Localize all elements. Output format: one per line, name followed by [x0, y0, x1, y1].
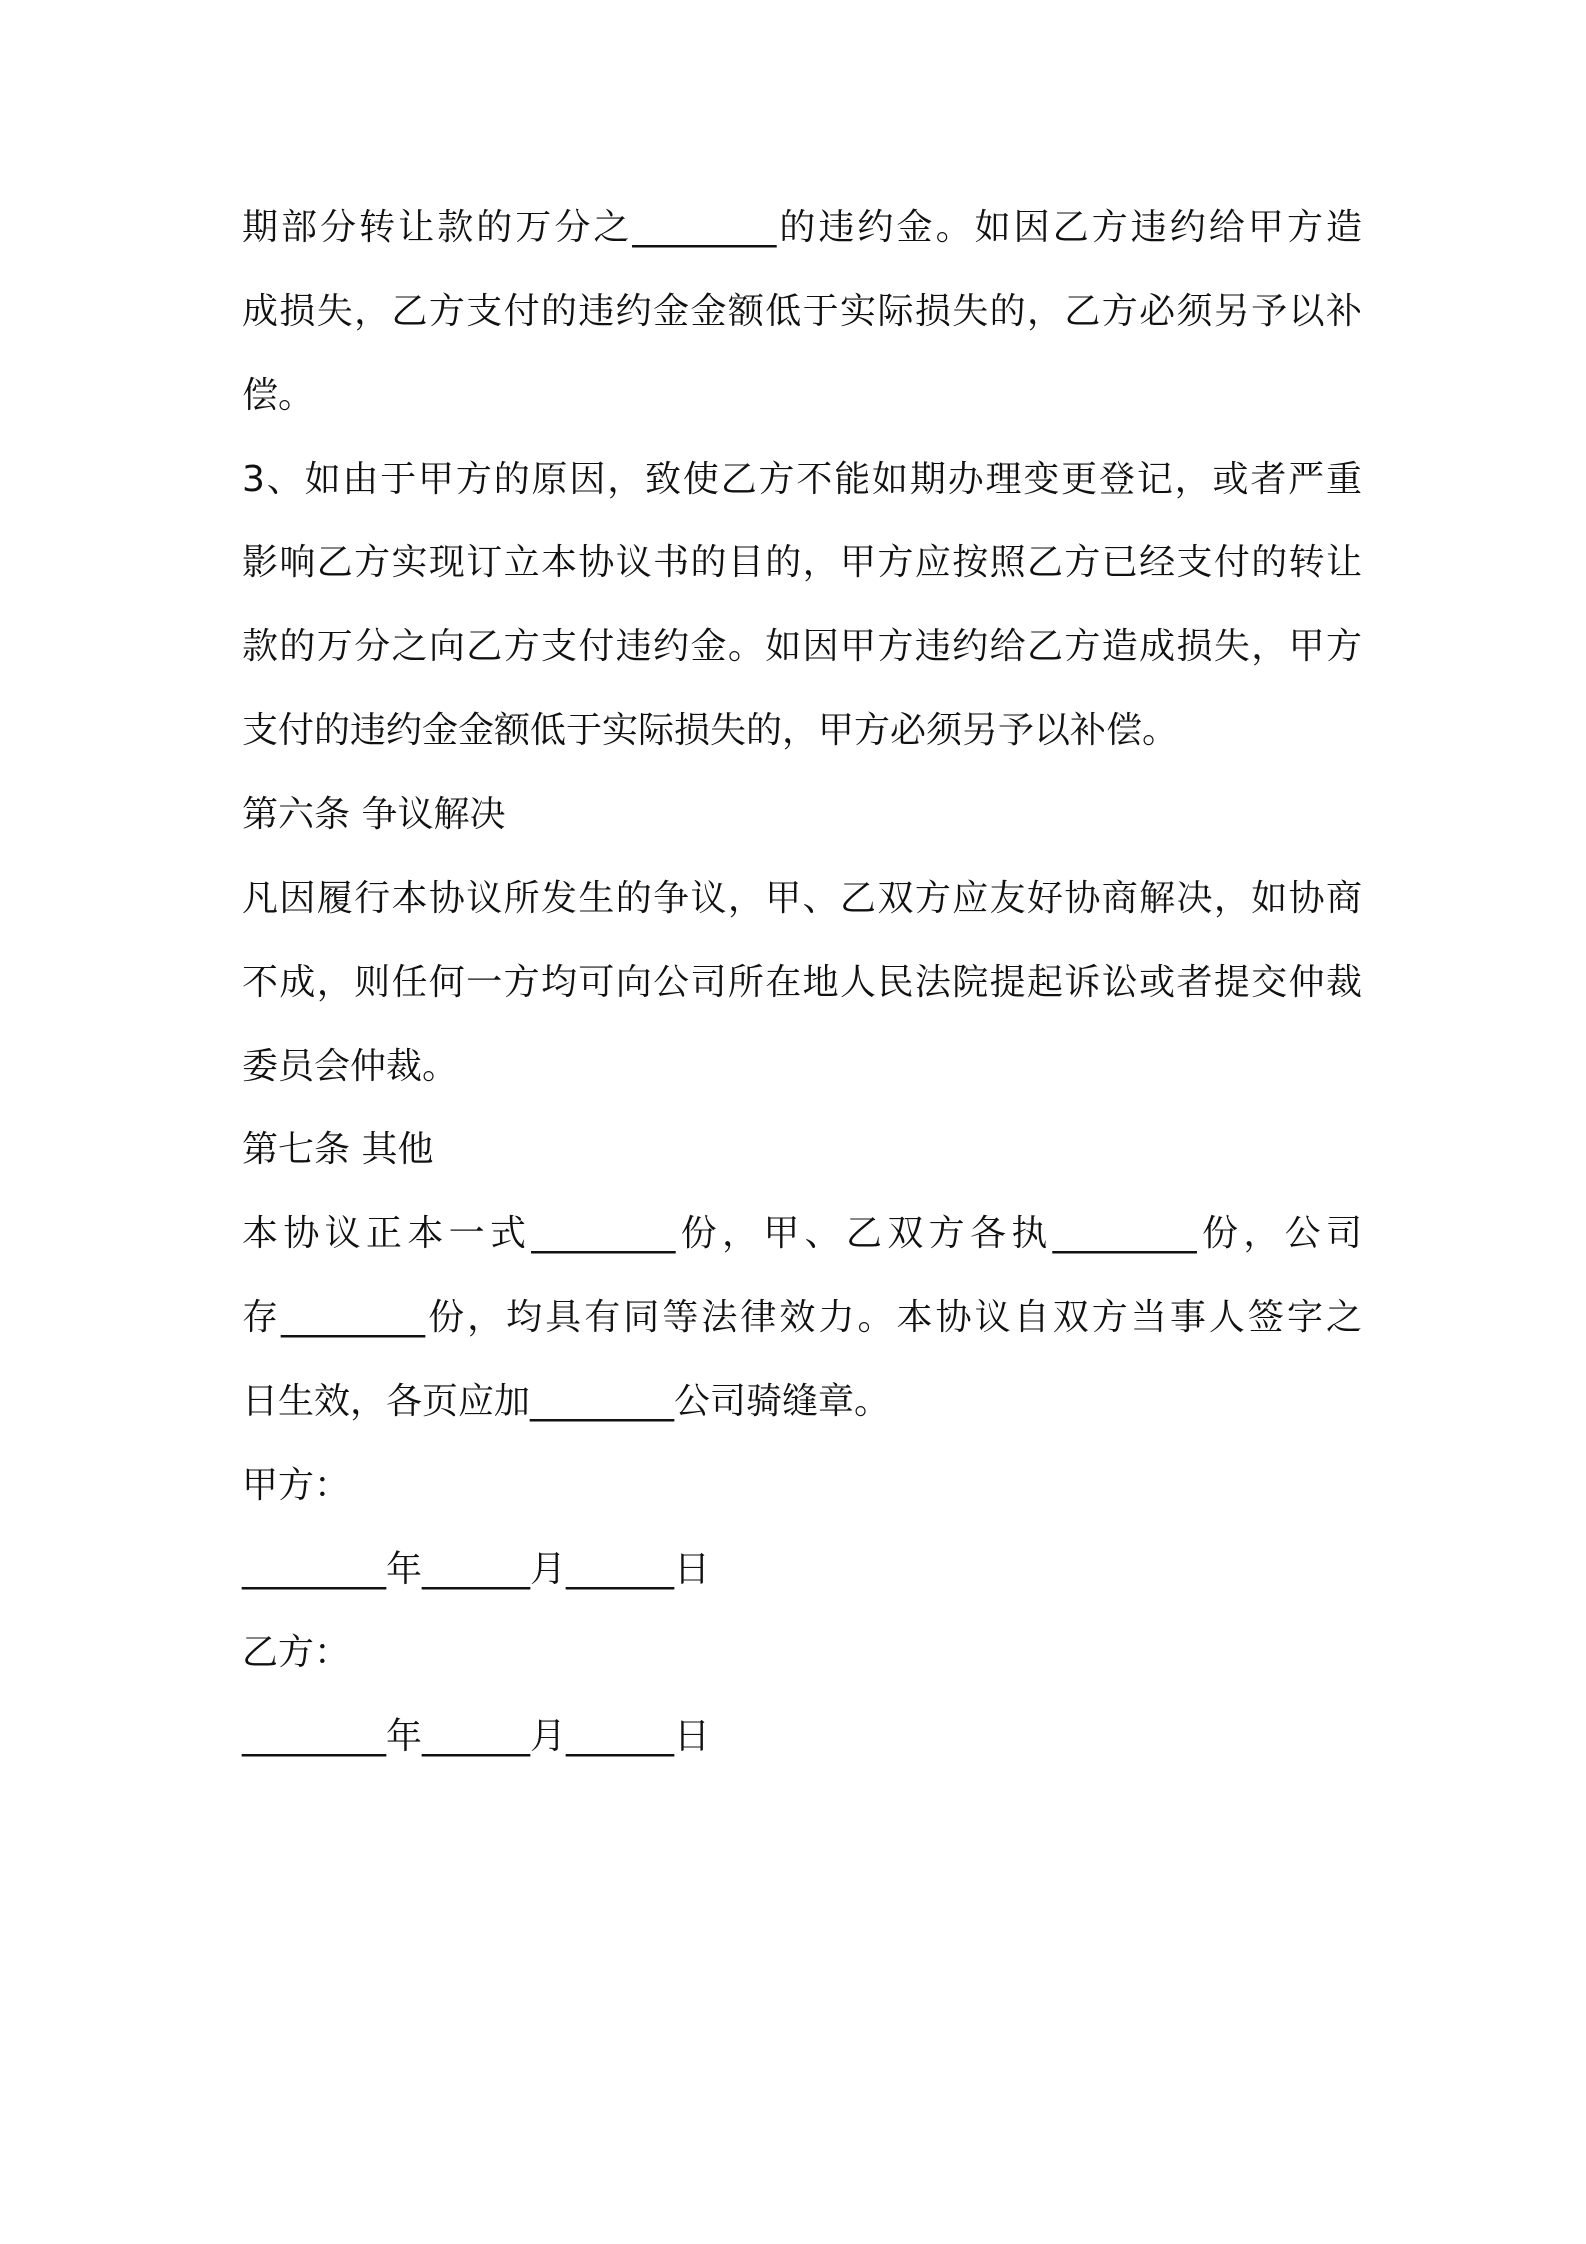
text-line: 存________份，均具有同等法律效力。本协议自双方当事人签字之: [242, 1297, 1362, 1338]
text-line: 日生效，各页应加________公司骑缝章。: [242, 1381, 891, 1422]
text-line: 不成，则任何一方均可向公司所在地人民法院提起诉讼或者提交仲裁: [242, 962, 1362, 1003]
clause-3-line: 3、如由于甲方的原因，致使乙方不能如期办理变更登记，或者严重: [242, 459, 1362, 500]
text-line: 支付的违约金金额低于实际损失的，甲方必须另予以补偿。: [242, 710, 1179, 751]
party-b-date-line: ________年______月______日: [242, 1716, 710, 1757]
party-a-date-line: ________年______月______日: [242, 1549, 710, 1590]
party-a-label: 甲方：: [242, 1465, 351, 1506]
article-6-heading: 第六条 争议解决: [242, 794, 506, 835]
party-b-label: 乙方：: [242, 1632, 351, 1673]
text-line: 影响乙方实现订立本协议书的目的，甲方应按照乙方已经支付的转让: [242, 542, 1362, 583]
text-line: 成损失，乙方支付的违约金金额低于实际损失的，乙方必须另予以补: [242, 291, 1362, 332]
text-line: 款的万分之向乙方支付违约金。如因甲方违约给乙方造成损失，甲方: [242, 626, 1362, 667]
text-line: 期部分转让款的万分之________的违约金。如因乙方违约给甲方造: [242, 207, 1362, 248]
article-7-heading: 第七条 其他: [242, 1129, 434, 1170]
text-line: 本协议正本一式________份，甲、乙双方各执________份，公司: [242, 1213, 1362, 1254]
text-line: 偿。: [242, 375, 315, 416]
text-line: 委员会仲裁。: [242, 1046, 459, 1087]
text-line: 凡因履行本协议所发生的争议，甲、乙双方应友好协商解决，如协商: [242, 878, 1362, 919]
